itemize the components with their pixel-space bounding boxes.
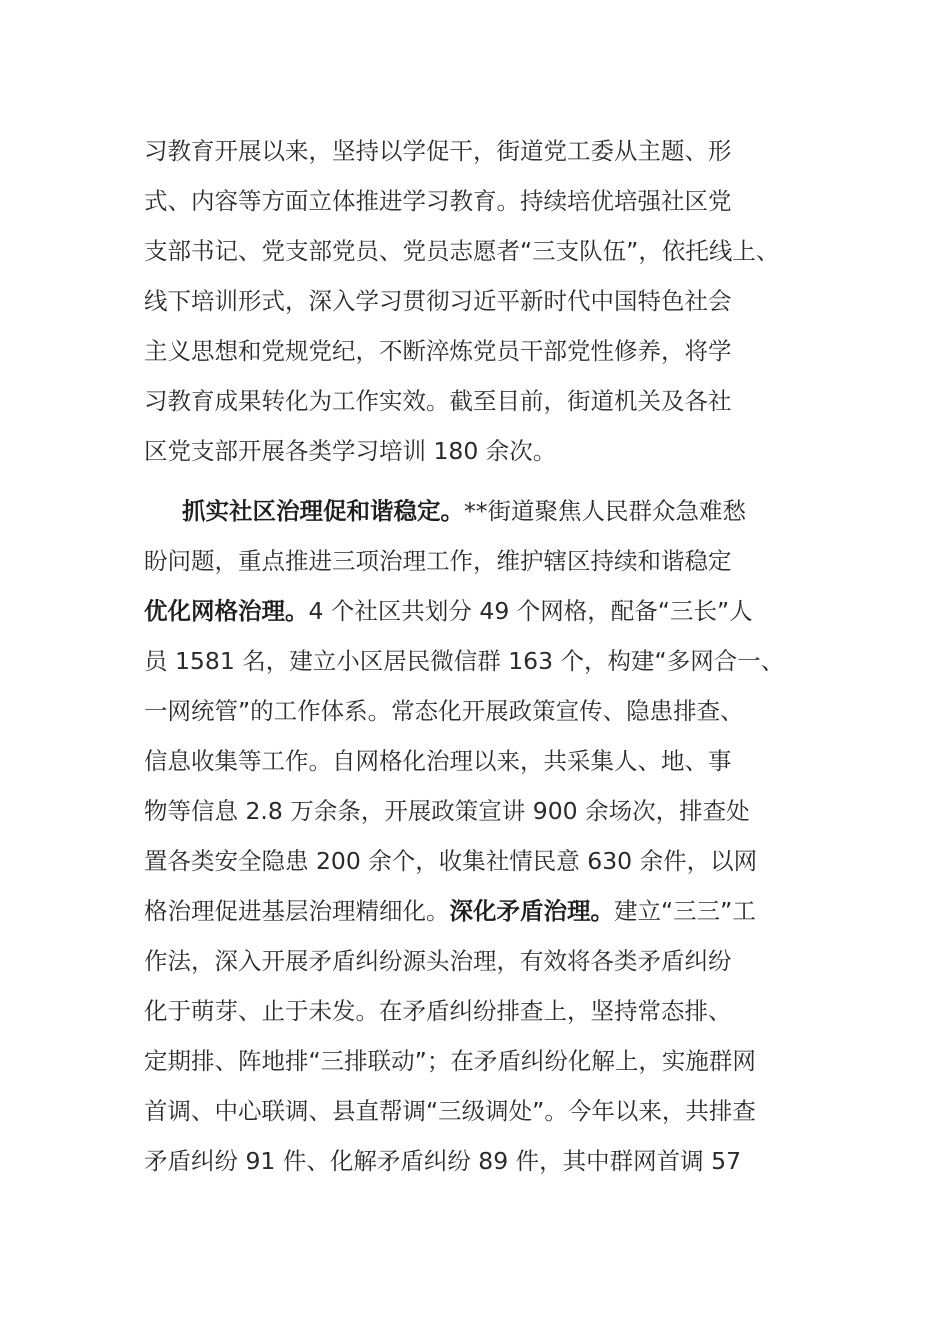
text-line: 定期排、阵地排“三排联动”；在矛盾纠纷化解上，实施群网: [144, 1047, 756, 1075]
paragraph-study-education: [144, 126, 834, 476]
text-run: 格治理促进基层治理精细化。: [144, 897, 450, 925]
text-line: 作法，深入开展矛盾纠纷源头治理，有效将各类矛盾纠纷: [144, 947, 732, 975]
paragraph-community-governance: [144, 486, 834, 1186]
text-run: 建立“三三”工: [614, 897, 756, 925]
paragraph-gap: [144, 476, 834, 486]
text-line: 支部书记、党支部党员、党员志愿者“三支队伍”，依托线上、: [144, 237, 780, 265]
text-line: 首调、中心联调、县直帮调“三级调处”。今年以来，共排查: [144, 1097, 756, 1125]
text-line: 盼问题，重点推进三项治理工作，维护辖区持续和谐稳定: [144, 547, 732, 575]
text-line: 习教育开展以来，坚持以学促干，街道党工委从主题、形: [144, 137, 732, 165]
text-line: 员 1581 名，建立小区居民微信群 163 个，构建“多网合一、: [144, 647, 785, 675]
text-run: **街道聚焦人民群众急难愁: [464, 497, 746, 525]
text-line: 区党支部开展各类学习培训 180 余次。: [144, 437, 557, 465]
text-line: 置各类安全隐患 200 余个，收集社情民意 630 余件，以网: [144, 847, 758, 875]
text-line: 信息收集等工作。自网格化治理以来，共采集人、地、事: [144, 747, 732, 775]
text-line: 式、内容等方面立体推进学习教育。持续培优培强社区党: [144, 187, 732, 215]
text-run: 4 个社区共划分 49 个网格，配备“三长”人: [308, 597, 753, 625]
text-line: 物等信息 2.8 万余条，开展政策宣讲 900 余场次，排查处: [144, 797, 750, 825]
text-line: 习教育成果转化为工作实效。截至目前，街道机关及各社: [144, 387, 732, 415]
text-line: 矛盾纠纷 91 件、化解矛盾纠纷 89 件，其中群网首调 57: [144, 1147, 742, 1175]
text-line: 主义思想和党规党纪，不断淬炼党员干部党性修养，将学: [144, 337, 732, 365]
text-line: 化于萌芽、止于未发。在矛盾纠纷排查上，坚持常态排、: [144, 997, 732, 1025]
body-text: [144, 126, 834, 1186]
subsection-heading-grid: 优化网格治理。: [144, 597, 309, 625]
text-line: 一网统管”的工作体系。常态化开展政策宣传、隐患排查、: [144, 697, 744, 725]
subsection-heading-conflict: 深化矛盾治理。: [449, 897, 614, 925]
text-line: [144, 886, 834, 936]
section-heading: 抓实社区治理促和谐稳定。: [182, 497, 464, 525]
text-line: [144, 586, 834, 636]
text-line: 线下培训形式，深入学习贯彻习近平新时代中国特色社会: [144, 287, 732, 315]
text-line: [144, 486, 834, 536]
